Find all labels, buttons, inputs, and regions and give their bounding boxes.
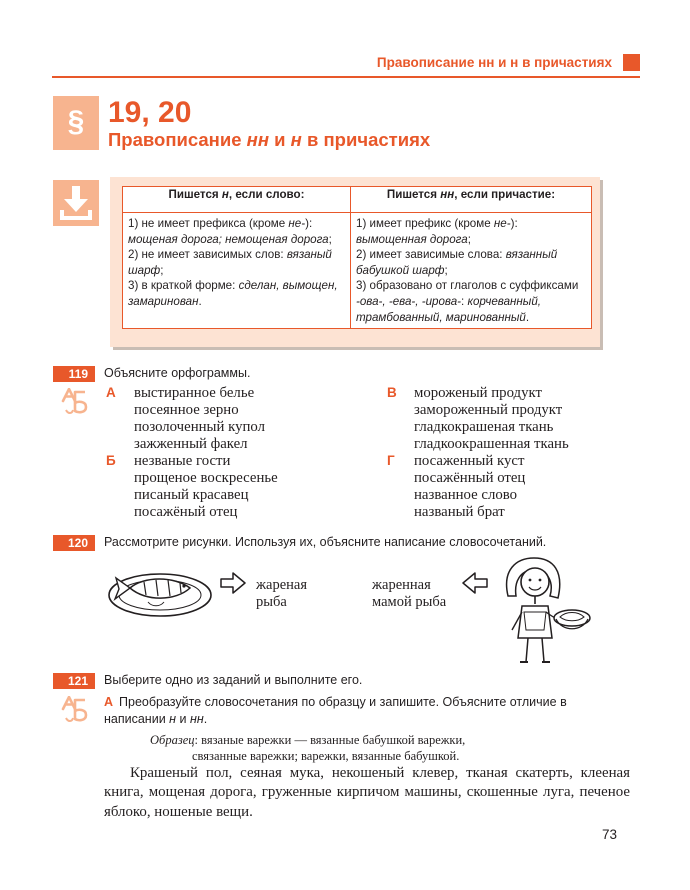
task-number-121: 121: [53, 673, 95, 689]
word-item: замороженный продукт: [414, 402, 563, 419]
word-item: мороженый продукт: [414, 385, 542, 401]
rule-nn-item: 3) образовано от глаголов с суффиксами -ова-, -ева-, -ирова-: корчеванный, трамбованный, маринованный.: [356, 279, 579, 324]
exercise-text: Крашеный пол, сеяная мука, некошеный клевер, тканая скатерть, клееная книга, мощеная дорога, груженные кирпичом машины, скошенные луга, печеное яблоко, ношеные вещи.: [104, 765, 630, 820]
word-item: названый брат: [414, 504, 505, 521]
rule-header-nn: Пишется нн, если причастие:: [351, 187, 592, 213]
word-list-g: [414, 453, 525, 521]
word-item: гладкокрашеная ткань: [414, 419, 554, 436]
rule-cell-n: [123, 213, 351, 329]
task-number-119: 119: [53, 366, 95, 382]
group-label-b: Б: [106, 453, 116, 468]
task-number-120: 120: [53, 535, 95, 551]
running-head-marker: [623, 54, 640, 71]
section-number: 19, 20: [108, 96, 192, 129]
rule-nn-item: 2) имеет зависимые слова: вязанный бабушкой шарф;: [356, 248, 558, 277]
section-sign-icon: §: [67, 105, 85, 138]
caption-fish-fried-by-mom: жаренная мамой рыба: [372, 577, 447, 610]
rule-header-n: Пишется н, если слово:: [123, 187, 351, 213]
download-rule-icon: [53, 180, 99, 226]
word-item: незваные гости: [134, 453, 231, 469]
arrow-right-icon: [220, 572, 246, 594]
word-item: писаный красавец: [134, 487, 249, 504]
task-121-instruction: Выберите одно из заданий и выполните его.: [104, 673, 363, 687]
word-item: посеянное зерно: [134, 402, 239, 419]
word-item: гладкоокрашенная ткань: [414, 436, 569, 453]
rule-n-item: 3) в краткой форме: сделан, вымощен, замаринован.: [128, 279, 338, 308]
spelling-ab-icon: [60, 696, 90, 724]
word-item: выстиранное белье: [134, 385, 255, 401]
sample-line-1: Образец: вязаные варежки — вязанные бабушкой варежки,: [150, 733, 466, 747]
word-item: посажёный отец: [134, 504, 238, 521]
running-head: [52, 54, 640, 78]
mom-frying-fish-illustration: [492, 556, 592, 668]
word-item: прощеное воскресенье: [134, 470, 278, 487]
fried-fish-plate-illustration: [104, 558, 216, 620]
task-120-instruction: Рассмотрите рисунки. Используя их, объясните написание словосочетаний.: [104, 535, 547, 549]
word-item: посажённый отец: [414, 470, 526, 487]
running-head-title: Правописание нн и н в причастиях: [376, 55, 612, 70]
rule-n-item: 1) не имеет префикса (кроме не-): мощеная дорога; немощеная дорога;: [128, 217, 332, 246]
word-item: посаженный куст: [414, 453, 525, 469]
sample-line-2: связанные варежки; варежки, вязанные бабушкой.: [192, 748, 460, 763]
word-item: названное слово: [414, 487, 518, 504]
arrow-left-icon: [462, 572, 488, 594]
task-121-option-a: А Преобразуйте словосочетания по образцу и запишите. Объясните отличие в написании н и нн.: [104, 695, 567, 726]
caption-fried-fish: жареная рыба: [256, 577, 308, 610]
rule-table: [122, 186, 592, 329]
spelling-ab-icon: [60, 388, 90, 416]
word-item: позолоченный купол: [134, 419, 265, 436]
rule-n-item: 2) не имеет зависимых слов: вязаный шарф;: [128, 248, 332, 277]
word-list-v: [414, 385, 569, 453]
word-item: зажженный факел: [134, 436, 248, 453]
word-list-a: [134, 385, 265, 453]
rule-nn-item: 1) имеет префикс (кроме не-): вымощенная дорога;: [356, 217, 518, 246]
word-list-b: [134, 453, 278, 521]
group-label-v: В: [387, 385, 397, 400]
task-119-instruction: Объясните орфограммы.: [104, 366, 251, 380]
sample-block: [150, 733, 465, 764]
group-label-g: Г: [387, 453, 395, 468]
group-label-a: А: [106, 385, 116, 400]
section-title: Правописание нн и н в причастиях: [108, 129, 431, 150]
rule-cell-nn: [351, 213, 592, 329]
page-number: 73: [602, 827, 618, 842]
section-sign-box: [53, 96, 99, 150]
